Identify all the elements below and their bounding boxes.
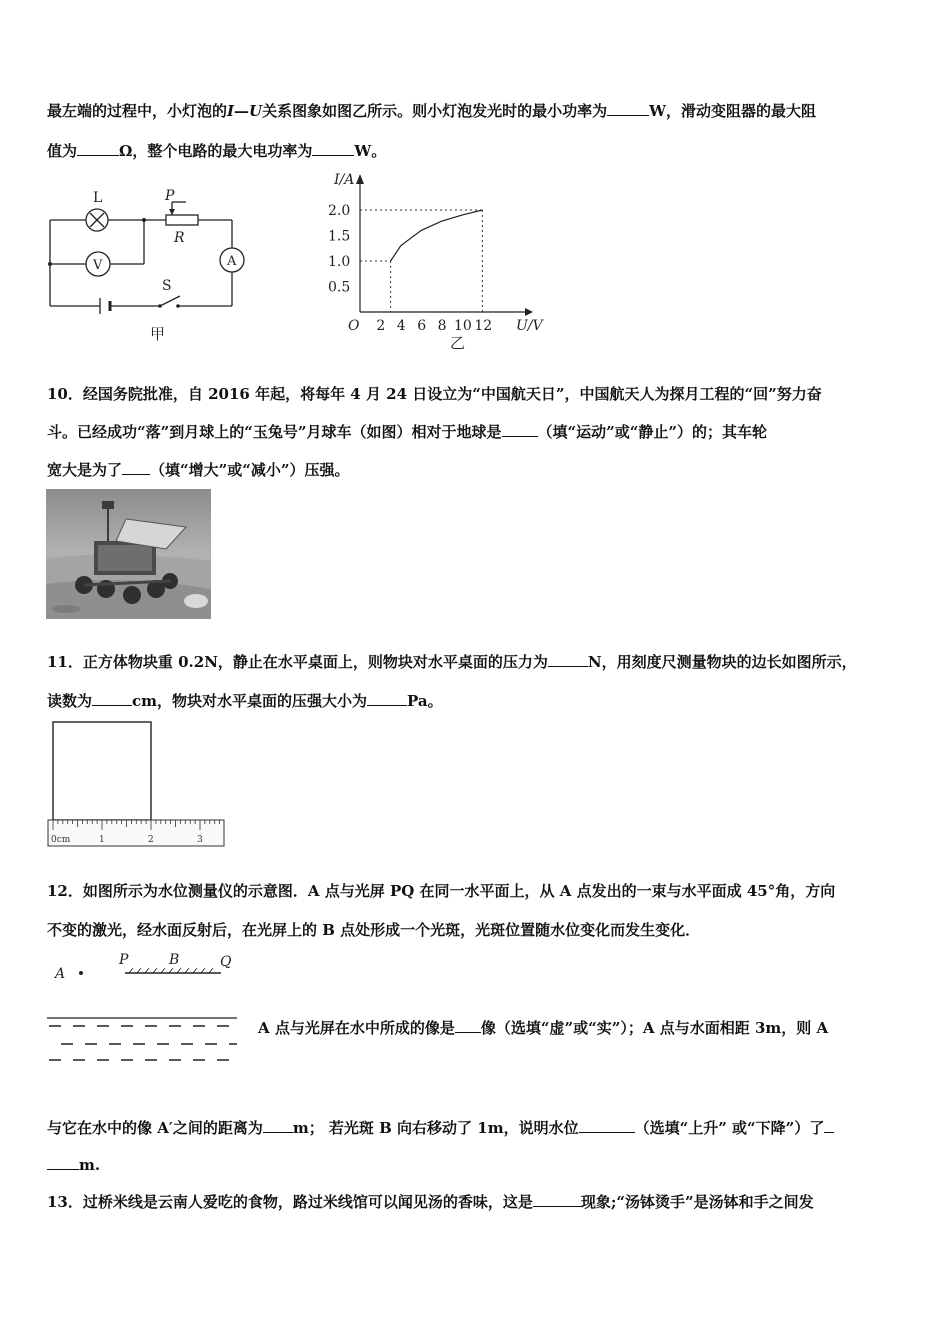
answer-blank[interactable]: [367, 690, 407, 706]
y-tick-label: 2.0: [328, 203, 351, 219]
answer-blank[interactable]: [77, 140, 119, 156]
voltmeter-label: V: [93, 258, 103, 273]
origin-label: O: [348, 318, 360, 334]
circuit-diagram: [40, 182, 250, 347]
x-tick-label: 6: [417, 318, 427, 334]
point-q-label: Q: [220, 954, 232, 970]
ruler-unit-label: 0cm: [51, 835, 71, 845]
q10-line-2: 斗。已经成功“落”到月球上的“玉兔号”月球车（如图）相对于地球是 （填“运动”或“静止”）的；其车轮: [47, 423, 768, 441]
y-tick-label: 1.5: [328, 228, 351, 245]
x-axis-label: U/V: [516, 318, 543, 334]
answer-blank[interactable]: [824, 1117, 834, 1133]
switch-label: S: [162, 278, 172, 294]
var-i: I: [227, 102, 235, 120]
answer-blank[interactable]: [92, 690, 132, 706]
answer-blank[interactable]: [122, 459, 150, 475]
x-tick-label: 8: [437, 318, 447, 334]
point-p-label: P: [119, 952, 129, 968]
q10-line-3: 宽大是为了 （填“增大”或“减小”）压强。: [47, 461, 350, 479]
y-axis-label: I/A: [334, 172, 355, 188]
q12-line-2: 不变的激光，经水面反射后，在光屏上的 B 点处形成一个光斑，光斑位置随水位变化而发生变化．: [47, 921, 701, 939]
cube-block: [53, 722, 151, 820]
figure-caption: 甲: [150, 325, 166, 343]
rheostat-label: R: [174, 230, 185, 246]
q9-line-2: 值为 Ω，整个电路的最大电功率为 W。: [47, 142, 387, 160]
ruler-tick-label: 1: [99, 835, 105, 845]
point-a-label: A: [55, 966, 66, 982]
x-tick-label: 10: [454, 318, 472, 334]
answer-blank[interactable]: [607, 100, 649, 116]
y-tick-label: 1.0: [328, 254, 351, 270]
q10-line-1: 10．经国务院批准，自 2016 年起，将每年 4 月 24 日设立为“中国航天日”，中国航天人为探月工程的“回”努力奋: [47, 385, 822, 403]
answer-blank[interactable]: [47, 1154, 79, 1170]
q11-line-2: 读数为 cm，物块对水平桌面的压强大小为 Pa。: [47, 692, 443, 710]
lamp-label: L: [93, 190, 103, 206]
var-u: U: [249, 102, 263, 120]
ruler-tick-label: 2: [148, 835, 154, 845]
x-tick-label: 12: [474, 318, 493, 334]
answer-blank[interactable]: [502, 421, 538, 437]
q12-line-1: 12．如图所示为水位测量仪的示意图．A 点与光屏 PQ 在同一水平面上，从 A 点发出的一束与水平面成 45°角，方向: [47, 882, 836, 900]
answer-blank[interactable]: [312, 140, 354, 156]
x-tick-label: 2: [376, 318, 386, 334]
q13-line-1: 13．过桥米线是云南人爱吃的食物，路过米线馆可以闻见汤的香味，这是 现象;“汤钵烫手”是汤钵和手之间发: [47, 1193, 814, 1211]
answer-blank[interactable]: [533, 1191, 581, 1207]
point-a: [79, 971, 83, 975]
point-b-label: B: [169, 952, 180, 968]
q11-line-1: 11．正方体物块重 0.2N，静止在水平桌面上，则物块对水平桌面的压力为 N，用刻度尺测量物块的边长如图所示，: [47, 653, 857, 671]
block-ruler-figure: [45, 720, 227, 850]
q12-line-5: m.: [47, 1154, 100, 1174]
water-level-figure: [45, 948, 245, 1068]
ammeter-label: A: [227, 254, 237, 269]
answer-blank[interactable]: [579, 1117, 635, 1133]
lunar-rover-photo: [46, 489, 211, 619]
i-u-chart: [320, 170, 560, 350]
answer-blank[interactable]: [263, 1117, 293, 1133]
x-tick-label: 4: [396, 318, 406, 334]
chart-caption: 乙: [450, 334, 466, 350]
y-tick-label: 0.5: [328, 279, 351, 296]
answer-blank[interactable]: [548, 651, 588, 667]
q12-line-4: 与它在水中的像 A′之间的距离为 m； 若光斑 B 向右移动了 1m，说明水位 （选填“上升” 或“下降”）了: [47, 1117, 834, 1138]
slider-label: P: [165, 188, 175, 204]
series-line: [391, 210, 483, 261]
ruler-tick-label: 3: [197, 835, 203, 845]
q9-line-1: 最左端的过程中，小灯泡的I—U关系图象如图乙所示。则小灯泡发光时的最小功率为 W，滑动变阻器的最大阻: [47, 102, 817, 120]
q12-line-3: A 点与光屏在水中所成的像是 像（选填“虚”或“实”）；A 点与水面相距 3m，则 A: [258, 1019, 829, 1037]
answer-blank[interactable]: [455, 1017, 481, 1033]
